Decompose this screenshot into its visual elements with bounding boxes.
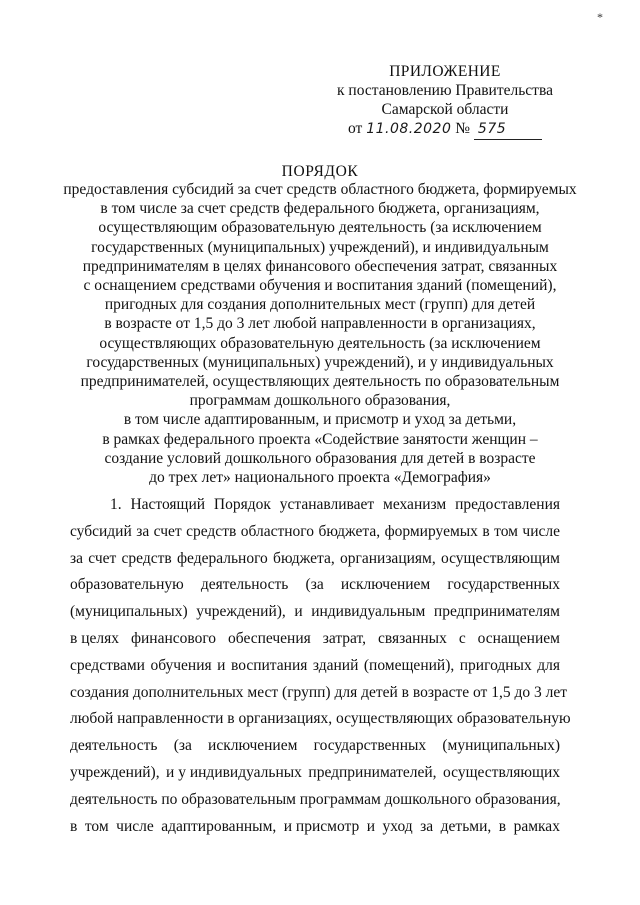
body-line bbox=[70, 572, 560, 599]
body-word: предпринимателям bbox=[433, 603, 560, 621]
body-word: (муниципальных) bbox=[70, 603, 188, 621]
body-word: учреждений), bbox=[70, 763, 160, 781]
subject-line: государственных (муниципальных) учреждений), и индивидуальным bbox=[91, 238, 549, 256]
body-word: рамках bbox=[513, 817, 560, 835]
body-line bbox=[70, 626, 560, 653]
body-word: исключением bbox=[208, 737, 298, 755]
body-line bbox=[70, 492, 560, 519]
subject-line: пригодных для создания дополнительных мест (групп) для детей bbox=[104, 296, 536, 314]
body-word: индивидуальным bbox=[311, 603, 426, 621]
subject-line: предпринимателей, осуществляющих деятельность по образовательным bbox=[80, 373, 560, 391]
body-word: (муниципальных) bbox=[442, 737, 560, 755]
body-word: в целях bbox=[70, 629, 119, 647]
body-word: механизм bbox=[383, 496, 447, 513]
body-word: обеспечения bbox=[228, 629, 311, 647]
body-line bbox=[70, 787, 560, 814]
body-word: 1. bbox=[110, 496, 122, 513]
body-word: деятельность по образовательным программам дошкольного образования, bbox=[70, 790, 561, 808]
body-word: в bbox=[498, 817, 507, 835]
body-word: осуществляющих bbox=[443, 763, 560, 781]
body-word: Порядок bbox=[213, 496, 271, 513]
subject-line: осуществляющих образовательную деятельность (за исключением bbox=[99, 334, 541, 352]
body-word: исключением bbox=[340, 576, 431, 594]
body-word: образовательную bbox=[70, 576, 184, 594]
body-word: предпринимателей, bbox=[308, 763, 437, 781]
body-word: создания дополнительных мест (групп) для детей в возрасте от 1,5 до 3 лет bbox=[70, 683, 567, 701]
body-line bbox=[70, 680, 567, 707]
appendix-date-line bbox=[330, 119, 560, 140]
appendix-line-2: Самарской области bbox=[381, 101, 509, 118]
body-word: за bbox=[420, 817, 434, 835]
body-word: средствами обучения и воспитания зданий (помещений), пригодных для bbox=[70, 656, 560, 674]
body-line bbox=[70, 706, 571, 733]
body-word: и у индивидуальных bbox=[166, 763, 302, 781]
handwritten-date: 11.08.2020 bbox=[366, 121, 452, 137]
body-word: и bbox=[294, 603, 303, 621]
body-word: субсидий за счет средств областного бюджета, формируемых в том числе bbox=[70, 522, 560, 540]
body-word: и bbox=[366, 817, 376, 835]
document-title: ПОРЯДОК bbox=[281, 163, 359, 180]
body-word: том bbox=[84, 817, 109, 835]
body-line bbox=[70, 653, 560, 680]
number-sign: № bbox=[455, 120, 471, 137]
body-word: деятельность bbox=[70, 737, 158, 755]
body-word: с bbox=[458, 629, 466, 647]
body-word: за счет средств федерального бюджета, организациям, осуществляющим bbox=[70, 549, 560, 567]
subject-line: государственных (муниципальных) учреждений), и у индивидуальных bbox=[86, 353, 554, 371]
corner-mark: * bbox=[597, 10, 603, 24]
body-word: Настоящий bbox=[130, 496, 206, 513]
body-word: государственных bbox=[447, 576, 560, 594]
appendix-line-1: к постановлению Правительства bbox=[337, 82, 553, 99]
body-word: уход bbox=[382, 817, 413, 835]
subject-line: в том числе за счет средств федерального бюджета, организациям, bbox=[100, 200, 540, 218]
appendix-header bbox=[330, 62, 560, 140]
body-word: связанных bbox=[377, 629, 447, 647]
date-prefix: от bbox=[348, 120, 363, 137]
subject-line: предпринимателям в целях финансового обеспечения затрат, связанных bbox=[82, 257, 558, 275]
subject-line: программам дошкольного образования, bbox=[189, 392, 451, 410]
subject-line: осуществляющим образовательную деятельность (за исключением bbox=[98, 219, 542, 237]
body-word: в bbox=[70, 817, 78, 835]
body-word: деятельность bbox=[200, 576, 289, 594]
subject-line: в рамках федерального проекта «Содействие занятости женщин – bbox=[102, 430, 538, 448]
body-word: оснащением bbox=[477, 629, 560, 647]
body-word: предоставления bbox=[455, 496, 560, 513]
body-word: государственных bbox=[313, 737, 427, 755]
body-word: затрат, bbox=[322, 629, 367, 647]
body-word: устанавливает bbox=[279, 496, 375, 513]
subject-line: предоставления субсидий за счет средств областного бюджета, формируемых bbox=[63, 181, 577, 198]
body-word: детьми, bbox=[440, 817, 492, 835]
subject-line: в возрасте от 1,5 до 3 лет любой направленности в организациях, bbox=[104, 315, 536, 333]
appendix-title: ПРИЛОЖЕНИЕ bbox=[389, 63, 501, 80]
body-word: учреждений), bbox=[196, 603, 286, 621]
handwritten-number: 575 bbox=[474, 120, 542, 140]
body-word: числе bbox=[116, 817, 154, 835]
subject-line: создание условий дошкольного образования для детей в возрасте bbox=[104, 449, 536, 467]
body-word: любой направленности в организациях, осуществляющих образовательную bbox=[70, 710, 571, 728]
body-line bbox=[70, 519, 560, 546]
body-word: (за bbox=[305, 576, 324, 594]
body-line bbox=[70, 599, 560, 626]
subject-line: в том числе адаптированным, и присмотр и уход за детьми, bbox=[123, 411, 517, 429]
body-word: финансового bbox=[130, 629, 217, 647]
body-line bbox=[70, 546, 560, 573]
document-body bbox=[70, 492, 571, 840]
body-line bbox=[70, 814, 560, 841]
body-line bbox=[70, 733, 560, 760]
subject-line: до трех лет» национального проекта «Демография» bbox=[149, 469, 491, 487]
body-word: адаптированным, bbox=[161, 817, 277, 835]
body-word: и присмотр bbox=[283, 817, 360, 835]
body-line bbox=[70, 760, 560, 787]
subject-line: с оснащением средствами обучения и воспитания зданий (помещений), bbox=[83, 277, 557, 295]
body-word: (за bbox=[173, 737, 192, 755]
document-subject bbox=[60, 180, 580, 487]
